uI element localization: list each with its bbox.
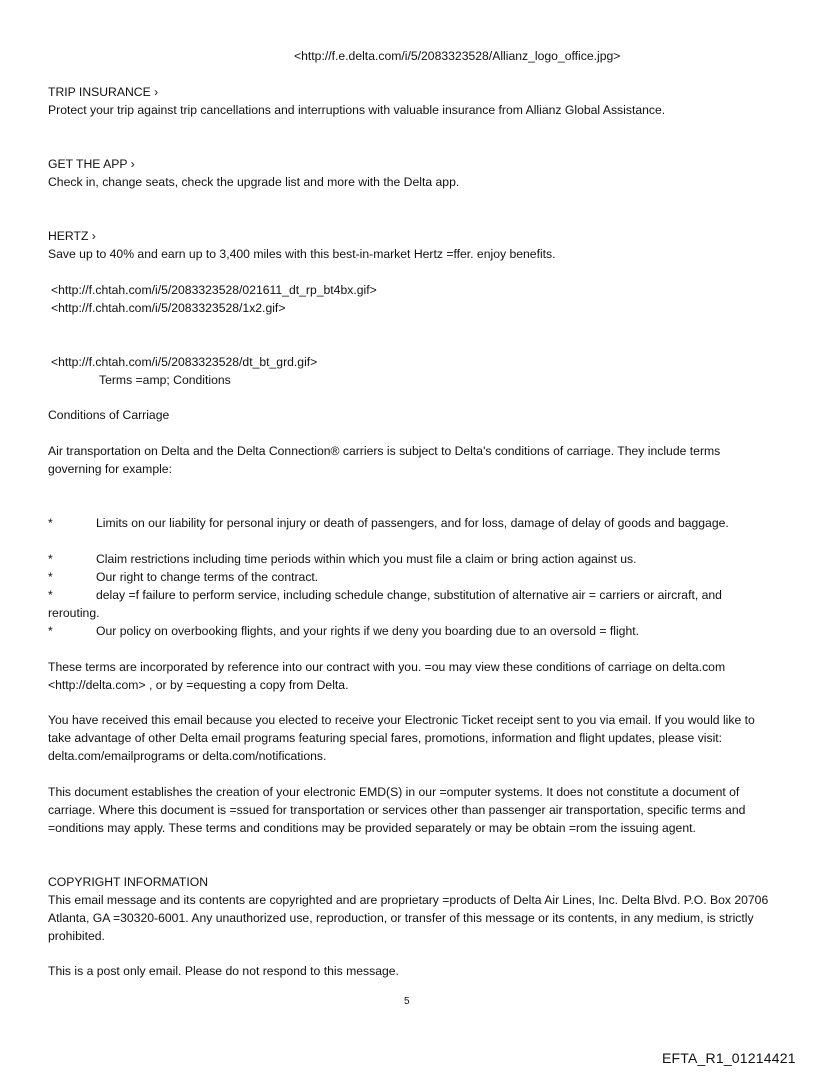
list-item: Our policy on overbooking flights, and your rights if we deny you boarding due to an oversold = flight. (96, 624, 640, 638)
get-app-text: Check in, change seats, check the upgrade list and more with the Delta app. (48, 175, 460, 189)
bullet-marker: * (48, 552, 53, 566)
image-link[interactable]: <http://f.chtah.com/i/5/2083323528/1x2.gif> (51, 301, 286, 315)
conditions-heading: Conditions of Carriage (48, 408, 170, 422)
bullet-marker: * (48, 570, 53, 584)
image-link[interactable]: <http://f.chtah.com/i/5/2083323528/dt_bt_grd.gif> (51, 355, 318, 369)
trip-insurance-heading[interactable]: TRIP INSURANCE › (48, 85, 159, 99)
list-item: Limits on our liability for personal injury or death of passengers, and for loss, damage of delay of goods and baggage. (96, 516, 729, 530)
hertz-text: Save up to 40% and earn up to 3,400 miles with this best-in-market Hertz =ffer. enjoy benefits. (48, 247, 556, 261)
page-number: 5 (404, 996, 410, 1007)
copyright-heading: COPYRIGHT INFORMATION (48, 875, 209, 889)
trip-insurance-text: Protect your trip against trip cancellations and interruptions with valuable insurance from Allianz Global Assistance. (48, 103, 666, 117)
list-item: Claim restrictions including time periods within which you must file a claim or bring action against us. (96, 552, 637, 566)
hertz-heading[interactable]: HERTZ › (48, 229, 96, 243)
get-app-heading[interactable]: GET THE APP › (48, 157, 135, 171)
list-item: Our right to change terms of the contract. (96, 570, 319, 584)
email-notice-paragraph: You have received this email because you elected to receive your Electronic Ticket receipt sent to you via email. If you would like to take advantage of other Delta email programs featuring special fares, promotions, information and flight updates, please visit: delta.com/emailprograms or delta.com/notifications. (48, 713, 755, 763)
list-item: delay =f failure to perform service, including schedule change, substitution of alternative air = carriers or aircraft, and rerouting. (48, 588, 722, 620)
terms-conditions-link[interactable]: Terms =amp; Conditions (99, 373, 231, 387)
closing-note: This is a post only email. Please do not respond to this message. (48, 964, 399, 978)
bullet-marker: * (48, 624, 53, 638)
emd-paragraph: This document establishes the creation of your electronic EMD(S) in our =omputer systems. It does not constitute a document of carriage. Where this document is =ssued for transportation or services other than passenger air transportation, specific terms and =onditions may apply. These terms and conditions may be provided separately or may be obtain =rom the issuing agent. (48, 785, 746, 835)
document-id: EFTA_R1_01214421 (662, 1050, 796, 1066)
conditions-intro: Air transportation on Delta and the Delta Connection® carriers is subject to Delta's conditions of carriage. They include terms governing for example: (48, 444, 721, 476)
terms-paragraph: These terms are incorporated by reference into our contract with you. =ou may view these conditions of carriage on delta.com <http://delta.com> , or by =equesting a copy from Delta. (48, 660, 726, 692)
copyright-text: This email message and its contents are copyrighted and are proprietary =products of Delta Air Lines, Inc. Delta Blvd. P.O. Box 20706 Atlanta, GA =30320-6001. Any unauthorized use, reproduction, or transfer of this message or its contents, in any medium, is strictly prohibited. (48, 893, 769, 943)
bullet-marker: * (48, 588, 53, 602)
bullet-marker: * (48, 516, 53, 530)
allianz-logo-link[interactable]: <http://f.e.delta.com/i/5/2083323528/Allianz_logo_office.jpg> (294, 49, 621, 63)
image-link[interactable]: <http://f.chtah.com/i/5/2083323528/021611_dt_rp_bt4bx.gif> (51, 283, 377, 297)
